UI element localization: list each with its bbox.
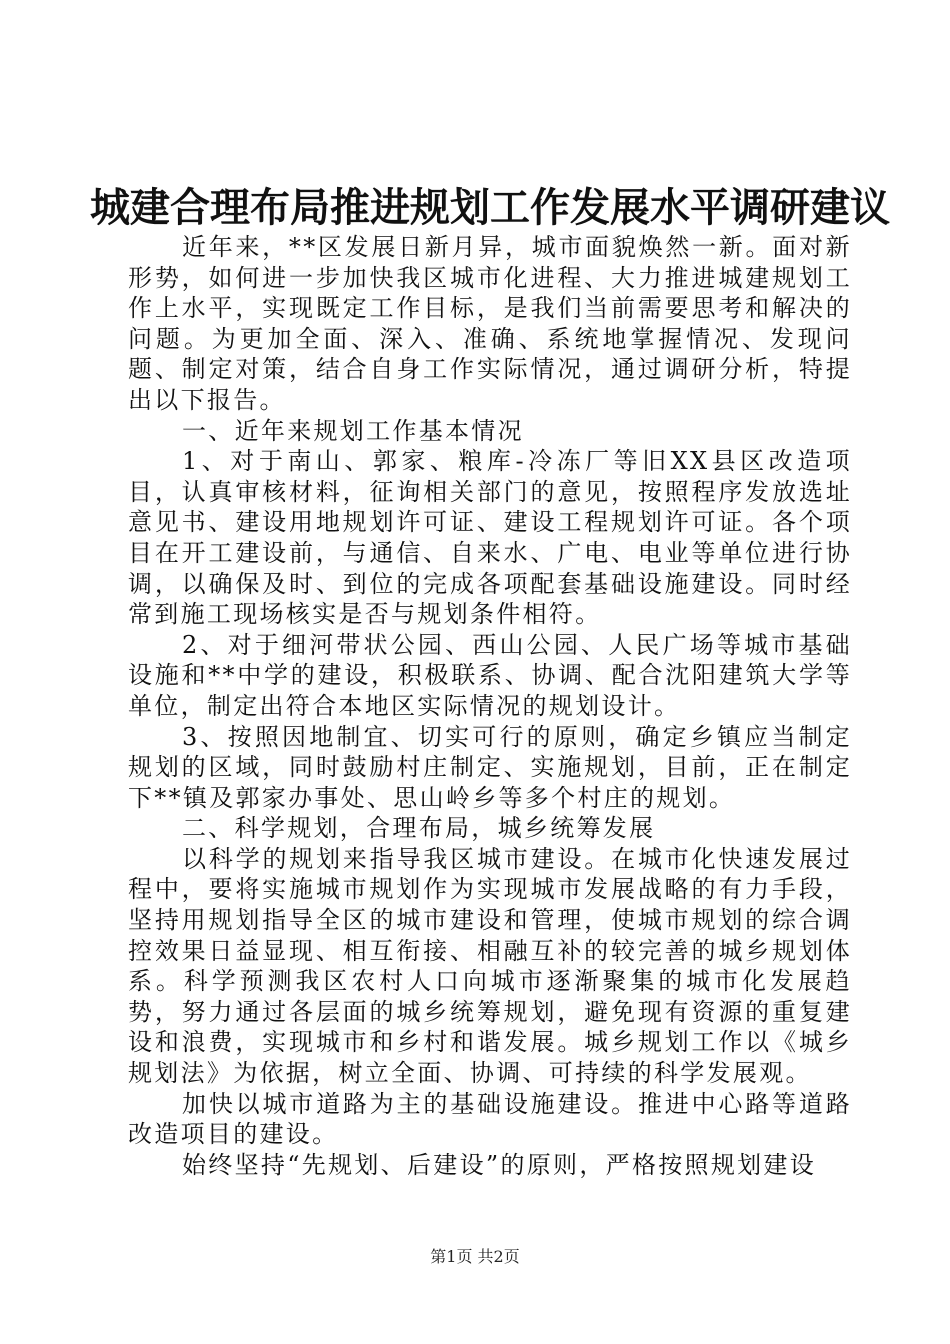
document-title: 城建合理布局推进规划工作发展水平调研建议 [90,184,890,231]
page-footer: 第1页 共2页 [430,1247,520,1266]
document-body [128,232,852,1180]
paragraph-intro: 近年来，**区发展日新月异，城市面貌焕然一新。面对新形势，如何进一步加快我区城市化进程、大力推进城建规划工作上水平，实现既定工作目标，是我们当前需要思考和解决的问题。为更加全面、深入、准确、系统地掌握情况、发现问题、制定对策，结合自身工作实际情况，通过调研分析，特提出以下报告。 [128,233,852,414]
paragraph-item-3: 3、按照因地制宜、切实可行的原则，确定乡镇应当制定规划的区域，同时鼓励村庄制定、实施规划，目前，正在制定下**镇及郭家办事处、思山岭乡等多个村庄的规划。 [128,722,852,812]
paragraph-planning: 以科学的规划来指导我区城市建设。在城市化快速发展过程中，要将实施城市规划作为实现城市发展战略的有力手段，坚持用规划指导全区的城市建设和管理，使城市规划的综合调控效果日益显现、相互衔接、相融互补的较完善的城乡规划体系。科学预测我区农村人口向城市逐渐聚集的城市化发展趋势，努力通过各层面的城乡统筹规划，避免现有资源的重复建设和浪费，实现城市和乡村和谐发展。城乡规划工作以《城乡规划法》为依据，树立全面、协调、可持续的科学发展观。 [128,844,852,1088]
paragraph-infrastructure: 加快以城市道路为主的基础设施建设。推进中心路等道路改造项目的建设。 [128,1089,852,1149]
section-heading-2: 二、科学规划，合理布局，城乡统筹发展 [182,814,656,843]
paragraph-item-1: 1、对于南山、郭家、粮库-冷冻厂等旧XX县区改造项目，认真审核材料，征询相关部门的意见，按照程序发放选址意见书、建设用地规划许可证、建设工程规划许可证。各个项目在开工建设前，与通信、自来水、广电、电业等单位进行协调，以确保及时、到位的完成各项配套基础设施建设。同时经常到施工现场核实是否与规划条件相符。 [128,447,852,629]
section-heading-1: 一、近年来规划工作基本情况 [182,416,524,445]
paragraph-item-2: 2、对于细河带状公园、西山公园、人民广场等城市基础设施和**中学的建设，积极联系、协调、配合沈阳建筑大学等单位，制定出符合本地区实际情况的规划设计。 [128,630,852,720]
paragraph-principle: 始终坚持“先规划、后建设”的原则，严格按照规划建设 [182,1150,817,1179]
